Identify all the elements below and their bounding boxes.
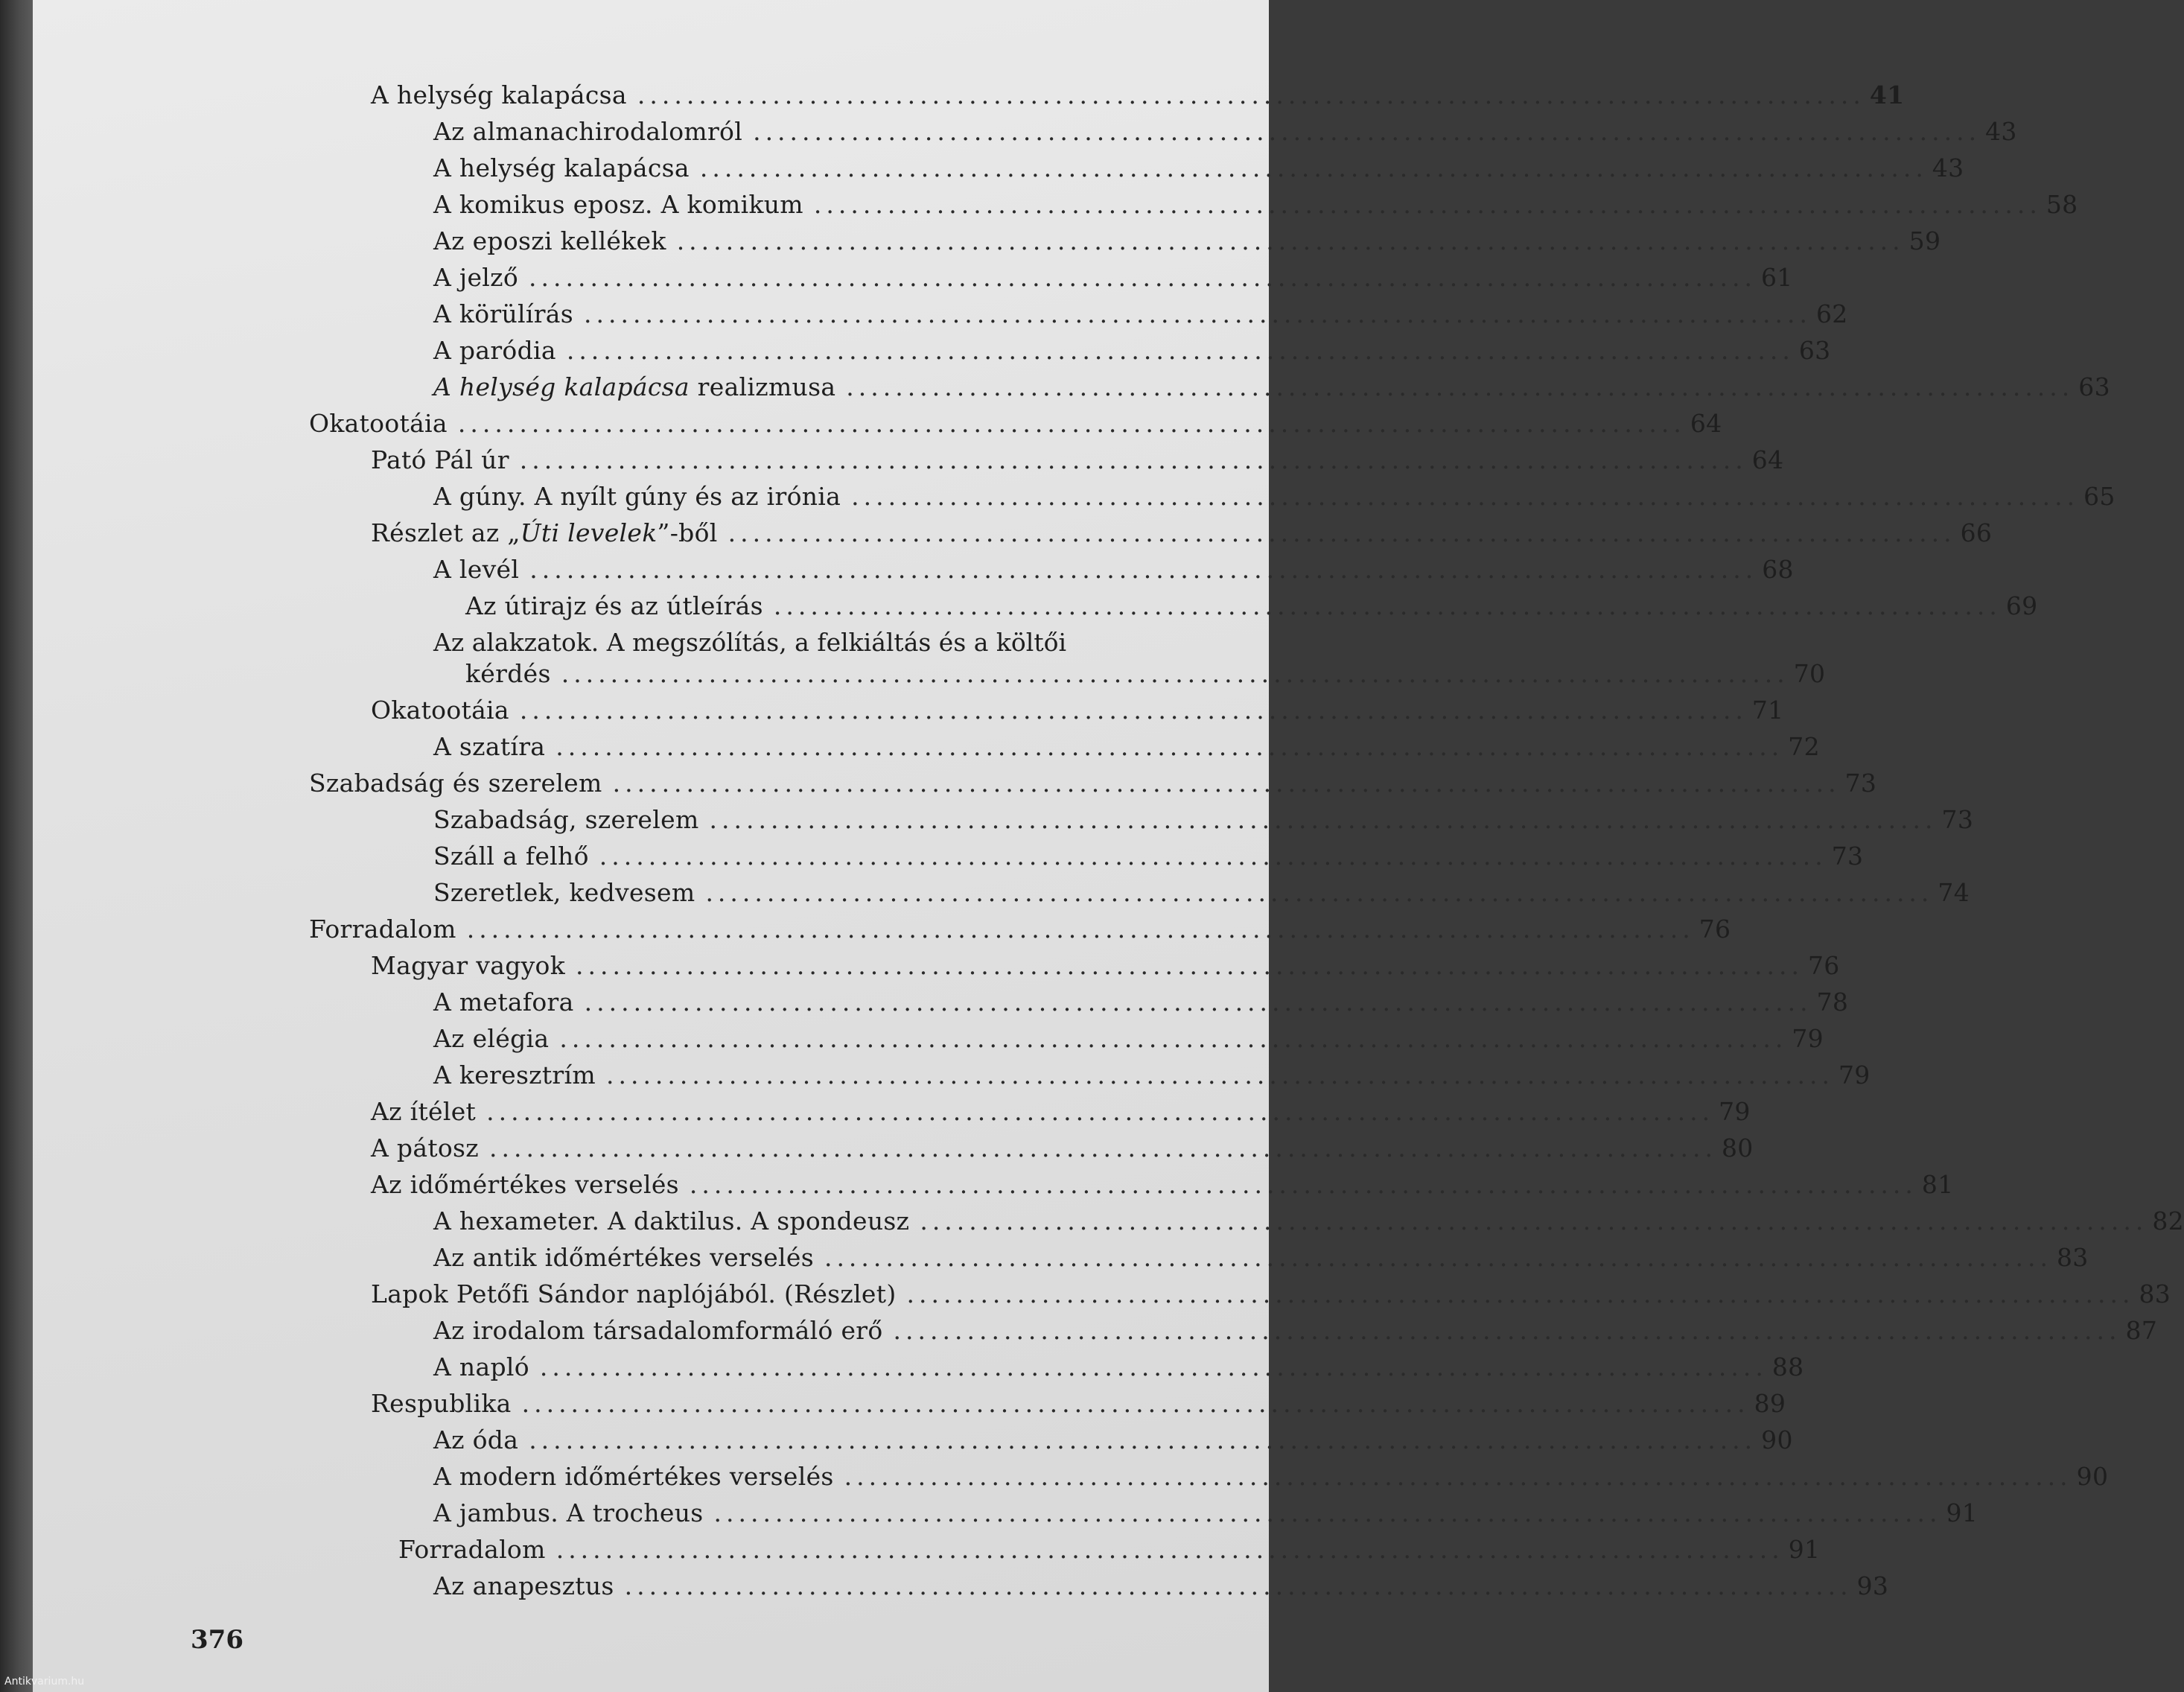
- toc-entry: [309, 409, 1722, 439]
- toc-entry-page: 90: [2076, 1462, 2109, 1491]
- toc-entry: [465, 659, 1826, 689]
- toc-entry: [371, 445, 1784, 475]
- dot-leader: ....................................................................................................: [529, 263, 1757, 292]
- dot-leader: ....................................................................................................: [906, 1279, 2135, 1308]
- toc-entry-title: A helység kalapácsa: [433, 153, 690, 182]
- dot-leader: ....................................................................................................: [844, 1462, 2072, 1491]
- toc-entry: [433, 299, 1848, 329]
- dot-leader: ....................................................................................................: [893, 1316, 2121, 1345]
- toc-entry: [433, 336, 1831, 366]
- dot-leader: ....................................................................................................: [555, 732, 1784, 761]
- dot-leader: ....................................................................................................: [713, 1498, 1942, 1527]
- dot-leader: ....................................................................................................: [753, 117, 1981, 146]
- toc-entry: [371, 696, 1784, 725]
- toc-entry-page: 87: [2125, 1316, 2158, 1345]
- dot-leader: ....................................................................................................: [584, 299, 1812, 328]
- dot-leader: ....................................................................................................: [457, 409, 1686, 438]
- toc-entry-page: 83: [2056, 1243, 2089, 1272]
- toc-entry-page: 73: [1941, 805, 1974, 834]
- toc-entry-title: Forradalom: [309, 915, 456, 944]
- toc-entry-title-post: ”-ből: [657, 518, 718, 547]
- toc-entry-title: Az időmértékes verselés: [371, 1170, 679, 1199]
- dot-leader: ....................................................................................................: [813, 190, 2042, 219]
- dot-leader: ....................................................................................................: [851, 482, 2080, 511]
- dot-leader: ....................................................................................................: [566, 336, 1795, 365]
- toc-entry: [433, 987, 1849, 1017]
- toc-entry-title: A hexameter. A daktilus. A spondeusz: [433, 1206, 910, 1235]
- toc-entry: [433, 1425, 1793, 1455]
- dot-leader: ....................................................................................................: [728, 518, 1956, 547]
- toc-entry-page: 58: [2045, 190, 2078, 219]
- toc-entry-title: A metafora: [433, 987, 574, 1017]
- toc-entry-page: 81: [1921, 1170, 1954, 1199]
- watermark: Antikvarium.hu: [4, 1676, 85, 1688]
- toc-entry-title: [371, 518, 718, 548]
- toc-entry-page: 66: [1960, 518, 1993, 547]
- dot-leader: ....................................................................................................: [605, 1060, 1834, 1090]
- toc-entry-title: Magyar vagyok: [371, 951, 566, 980]
- toc-entry: [398, 1535, 1821, 1565]
- toc-entry: [433, 1498, 1978, 1528]
- dot-leader: ....................................................................................................: [709, 805, 1938, 834]
- toc-entry-title: A napló: [433, 1352, 529, 1381]
- toc-entry-page: 76: [1699, 915, 1731, 944]
- toc-entry: [433, 226, 1941, 256]
- toc-entry-title-line2: kérdés: [465, 659, 551, 688]
- toc-entry: [433, 805, 1974, 835]
- toc-entry: [433, 555, 1794, 585]
- toc-entry: [465, 591, 2038, 621]
- toc-entry: [433, 878, 1970, 908]
- toc-entry-title: Szeretlek, kedvesem: [433, 878, 695, 907]
- toc-entry-title: A körülírás: [433, 299, 574, 328]
- toc-entry-title: A paródia: [433, 336, 556, 365]
- toc-entry-page: 83: [2139, 1279, 2171, 1308]
- toc-entry-page: 69: [2005, 591, 2038, 620]
- toc-entry-title: Pató Pál úr: [371, 445, 509, 474]
- dot-leader: ....................................................................................................: [555, 1535, 1784, 1564]
- dot-leader: ....................................................................................................: [559, 1024, 1788, 1053]
- toc-entry-page: 68: [1762, 555, 1794, 584]
- toc-entry-title: A pátosz: [371, 1133, 479, 1163]
- toc-entry-page: 43: [1985, 117, 2017, 146]
- toc-entry-title: A jambus. A trocheus: [433, 1498, 704, 1527]
- toc-entry-page: 70: [1793, 659, 1826, 688]
- dot-leader: ....................................................................................................: [689, 1170, 1917, 1199]
- toc-entry-page: 74: [1938, 878, 1970, 907]
- dot-leader: ....................................................................................................: [488, 1133, 1717, 1163]
- toc-entry-page: 41: [1869, 80, 1905, 109]
- dot-leader: ....................................................................................................: [519, 696, 1748, 725]
- toc-entry: [371, 1279, 2171, 1309]
- toc-entry: [371, 1097, 1751, 1127]
- toc-entry-title: Az antik időmértékes verselés: [433, 1243, 814, 1272]
- toc-entry-page: 78: [1816, 987, 1849, 1017]
- toc-entry-page: 71: [1751, 696, 1784, 725]
- toc-entry: [433, 1243, 2089, 1273]
- toc-entry: [433, 1024, 1824, 1054]
- toc-entry-title: A szatíra: [433, 732, 546, 761]
- toc-entry: [433, 153, 1964, 183]
- toc-entry: [371, 80, 1905, 110]
- dot-leader: ....................................................................................................: [773, 591, 2002, 620]
- toc-entry-page: 73: [1831, 842, 1864, 871]
- toc-entry-page: 91: [1788, 1535, 1821, 1564]
- toc-entry-page: 65: [2083, 482, 2115, 511]
- toc-entry-page: 79: [1719, 1097, 1751, 1126]
- toc-entry-title: A helység kalapácsa: [371, 80, 627, 109]
- toc-entry-page: 91: [1946, 1498, 1978, 1527]
- dot-leader: ....................................................................................................: [529, 1425, 1757, 1454]
- dot-leader: ....................................................................................................: [705, 878, 1934, 907]
- toc-entry: [309, 769, 1877, 798]
- toc-entry: [433, 372, 2110, 402]
- dot-leader: ....................................................................................................: [920, 1206, 2148, 1235]
- toc-entry-title: Az anapesztus: [433, 1571, 614, 1600]
- toc-entry-title: Az eposzi kellékek: [433, 226, 666, 255]
- toc-entry-page: 73: [1844, 769, 1877, 798]
- toc-entry-page: 62: [1816, 299, 1848, 328]
- toc-entry-title-rest: realizmusa: [689, 372, 836, 401]
- dot-leader: ....................................................................................................: [584, 987, 1812, 1017]
- toc-entry: [433, 1206, 2184, 1236]
- dot-leader: ....................................................................................................: [599, 842, 1827, 871]
- toc-entry-title: Az ítélet: [371, 1097, 477, 1126]
- dot-leader: ....................................................................................................: [519, 445, 1748, 474]
- dot-leader: ....................................................................................................: [637, 80, 1865, 109]
- toc-entry-title: Az útirajz és az útleírás: [465, 591, 763, 620]
- toc-entry-title: Okatootáia: [371, 696, 509, 725]
- dot-leader: ....................................................................................................: [699, 153, 1928, 182]
- toc-entry-page: 72: [1788, 732, 1820, 761]
- toc-entry: [433, 732, 1820, 762]
- dot-leader: ....................................................................................................: [824, 1243, 2052, 1272]
- toc-entry-page: 82: [2152, 1206, 2184, 1235]
- toc-entry: [433, 482, 2115, 512]
- toc-entry: [433, 1571, 1889, 1601]
- toc-entry: [371, 518, 1993, 548]
- dot-leader: ....................................................................................................: [624, 1571, 1853, 1600]
- toc-entry-page: 59: [1908, 226, 1941, 255]
- toc-entry-title: A levél: [433, 555, 520, 584]
- toc-entry: [433, 1462, 2109, 1492]
- toc-entry-title: [433, 372, 835, 402]
- toc-entry-page: 79: [1792, 1024, 1824, 1053]
- toc-entry: [433, 1352, 1804, 1382]
- toc-entry-title: Forradalom: [398, 1535, 546, 1564]
- toc-entry: [433, 842, 1864, 871]
- dot-leader: ....................................................................................................: [846, 372, 2075, 401]
- toc-entry-page: 76: [1808, 951, 1840, 980]
- toc-entry-title-pre: Részlet az „: [371, 518, 520, 547]
- toc-entry: [433, 1060, 1871, 1090]
- toc-entry-page: 63: [2078, 372, 2110, 401]
- toc-entry-title: A komikus eposz. A komikum: [433, 190, 803, 219]
- toc-entry-page: 61: [1760, 263, 1793, 292]
- toc-entry-title: Az óda: [433, 1425, 519, 1454]
- dot-leader: ....................................................................................................: [529, 555, 1758, 584]
- toc-entry: [371, 1389, 1786, 1419]
- toc-entry-title-line1: Az alakzatok. A megszólítás, a felkiáltás és a költői: [433, 628, 1067, 657]
- toc-entry-title: A keresztrím: [433, 1060, 596, 1090]
- toc-entry-title: A jelző: [433, 263, 518, 292]
- dot-leader: ....................................................................................................: [612, 769, 1841, 798]
- toc-entry-title: Szabadság és szerelem: [309, 769, 602, 798]
- toc-entry-page: 43: [1932, 153, 1964, 182]
- toc-entry: [371, 1133, 1754, 1163]
- dot-leader: ....................................................................................................: [539, 1352, 1768, 1381]
- toc-entry-page: 64: [1751, 445, 1784, 474]
- dot-leader: ....................................................................................................: [466, 915, 1695, 944]
- toc-entry-title: Az elégia: [433, 1024, 550, 1053]
- dot-leader: ....................................................................................................: [521, 1389, 1750, 1418]
- toc-entry-title: Lapok Petőfi Sándor naplójából. (Részlet): [371, 1279, 897, 1308]
- toc-entry-title: A modern időmértékes verselés: [433, 1462, 834, 1491]
- toc-entry-page: 80: [1721, 1133, 1754, 1163]
- toc-entry: [309, 915, 1731, 944]
- toc-entry: [433, 1316, 2158, 1346]
- dot-leader: ....................................................................................................: [486, 1097, 1715, 1126]
- toc-entry-page: 93: [1856, 1571, 1889, 1600]
- toc-entry-page: 88: [1771, 1352, 1804, 1381]
- dot-leader: ....................................................................................................: [576, 951, 1804, 980]
- toc-entry-page: 79: [1838, 1060, 1871, 1090]
- toc-entry-title: Az irodalom társadalomformáló erő: [433, 1316, 883, 1345]
- toc-entry-title: Szabadság, szerelem: [433, 805, 699, 834]
- toc-entry-title: Száll a felhő: [433, 842, 589, 871]
- toc-entry: [433, 190, 2078, 220]
- toc-entry: [371, 951, 1840, 981]
- toc-entry-page: 89: [1754, 1389, 1786, 1418]
- dot-leader: ....................................................................................................: [561, 659, 1789, 688]
- toc-entry-title: Az almanachirodalomról: [433, 117, 743, 146]
- toc-entry-title-italic: A helység kalapácsa: [433, 372, 690, 401]
- toc-entry-title: Respublika: [371, 1389, 512, 1418]
- page-number: 376: [191, 1625, 243, 1655]
- toc-entry: [433, 117, 2017, 147]
- toc-entry-page: 64: [1690, 409, 1722, 438]
- toc-entry-page: 63: [1798, 336, 1831, 365]
- toc-entry-title-italic: Úti levelek: [520, 518, 658, 547]
- toc-entry: [371, 1170, 1954, 1200]
- toc-entry-page: 90: [1761, 1425, 1793, 1454]
- dot-leader: ....................................................................................................: [676, 226, 1905, 255]
- toc-entry-title: Okatootáia: [309, 409, 448, 438]
- toc-entry-title: A gúny. A nyílt gúny és az irónia: [433, 482, 841, 511]
- toc-entry: [433, 263, 1793, 293]
